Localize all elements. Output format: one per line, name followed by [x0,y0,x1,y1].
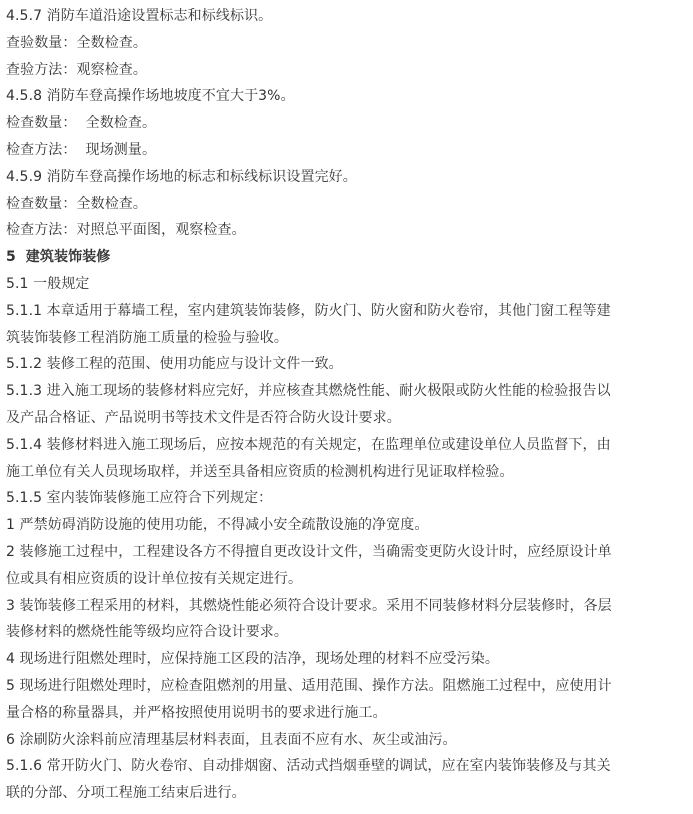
text-line: 检查方法： 现场测量。 [6,141,157,158]
text-line: 4 现场进行阻燃处理时，应保持施工区段的洁净，现场处理的材料不应受污染。 [6,651,499,668]
text-line: 量合格的称量器具，并严格按照使用说明书的要求进行施工。 [6,704,387,721]
section-heading: 5 建筑装饰装修 [6,249,111,266]
text-line: 查验数量：全数检查。 [6,34,147,51]
text-line: 及产品合格证、产品说明书等技术文件是否符合防火设计要求。 [6,409,401,426]
text-line: 4.5.7 消防车道沿途设置标志和标线标识。 [6,8,273,24]
text-line: 筑装饰装修工程消防施工质量的检验与验收。 [6,329,288,346]
text-line: 施工单位有关人员现场取样，并送至具备相应资质的检测机构进行见证取样检验。 [6,463,514,480]
text-line: 联的分部、分项工程施工结束后进行。 [6,785,246,802]
text-line: 1 严禁妨碍消防设施的使用功能，不得减小安全疏散设施的净宽度。 [6,517,429,534]
text-line: 5.1.4 装修材料进入施工现场后，应按本规范的有关规定，在监理单位或建设单位人员监督下，由 [6,436,611,453]
text-line: 5.1.5 室内装饰装修施工应符合下列规定： [6,490,273,507]
text-line: 5.1.6 常开防火门、防火卷帘、自动排烟窗、活动式挡烟垂壁的调试，应在室内装饰装修及与其关 [6,758,611,775]
text-line: 检查方法：对照总平面图，观察检查。 [6,222,246,239]
text-line: 装修材料的燃烧性能等级均应符合设计要求。 [6,624,288,641]
text-line: 5 现场进行阻燃处理时，应检查阻燃剂的用量、适用范围、操作方法。阻燃施工过程中，应使用计 [6,677,612,694]
text-line: 6 涂刷防火涂料前应清理基层材料表面，且表面不应有水、灰尘或油污。 [6,731,457,748]
text-line: 4.5.8 消防车登高操作场地坡度不宜大于3%。 [6,88,295,105]
text-line: 5.1.3 进入施工现场的装修材料应完好，并应核查其燃烧性能、耐火极限或防火性能的检验报告以 [6,383,611,400]
subsection-heading: 5.1 一般规定 [6,275,90,292]
text-line: 5.1.1 本章适用于幕墙工程，室内建筑装饰装修，防火门、防火窗和防火卷帘，其他门窗工程等建 [6,302,611,319]
text-line: 检查数量：全数检查。 [6,195,147,212]
text-line: 检查数量： 全数检查。 [6,115,157,132]
text-line: 位或具有相应资质的设计单位按有关规定进行。 [6,570,303,587]
text-line: 5.1.2 装修工程的范围、使用功能应与设计文件一致。 [6,356,343,373]
text-line: 3 装饰装修工程采用的材料，其燃烧性能必须符合设计要求。采用不同装修材料分层装修时，各层 [6,597,612,614]
text-line: 4.5.9 消防车登高操作场地的标志和标线标识设置完好。 [6,168,357,185]
text-line: 查验方法：观察检查。 [6,61,147,78]
text-line: 2 装修施工过程中，工程建设各方不得擅自更改设计文件，当确需变更防火设计时，应经原设计单 [6,543,612,560]
